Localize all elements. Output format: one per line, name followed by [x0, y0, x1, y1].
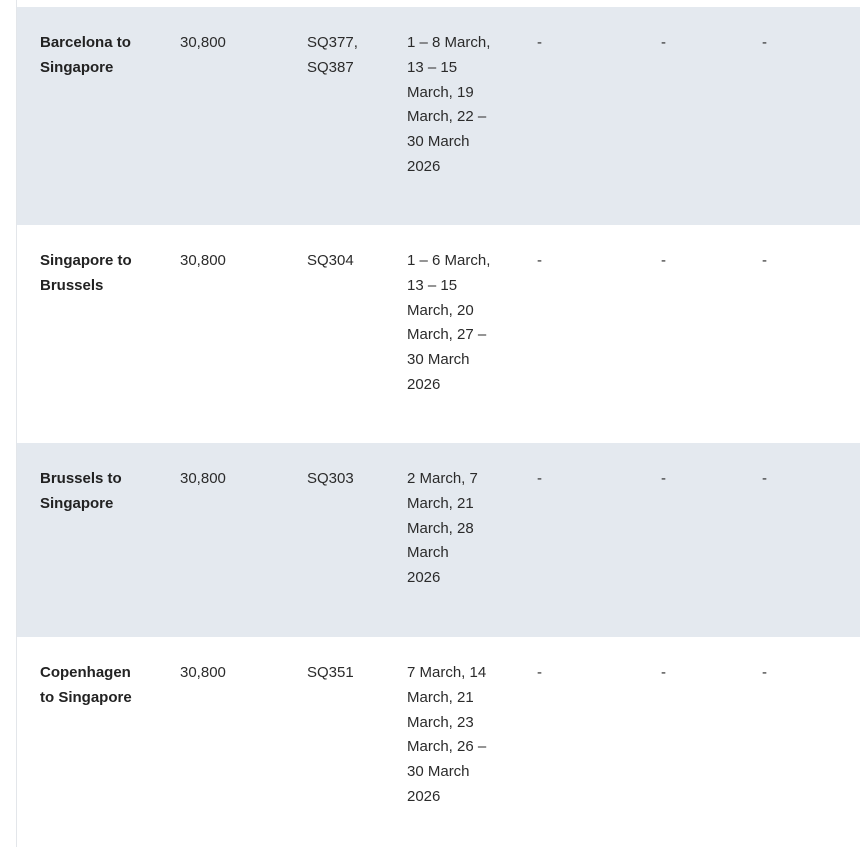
- empty-value-cell: -: [762, 664, 767, 681]
- travel-dates-cell: 1 – 6 March, 13 – 15 March, 20 March, 27 – 30 March 2026: [407, 252, 491, 393]
- empty-value-cell: -: [661, 34, 666, 51]
- empty-value-cell: -: [537, 664, 542, 681]
- empty-value-cell: -: [537, 470, 542, 487]
- miles-cell: 30,800: [180, 470, 226, 487]
- empty-value-cell: -: [661, 664, 666, 681]
- route-cell: Copenhagen to Singapore: [40, 664, 132, 706]
- table-left-margin: [0, 0, 17, 847]
- travel-dates-cell: 1 – 8 March, 13 – 15 March, 19 March, 22 – 30 March 2026: [407, 34, 491, 175]
- miles-cell: 30,800: [180, 34, 226, 51]
- empty-value-cell: -: [762, 34, 767, 51]
- table-row: [17, 225, 860, 443]
- travel-dates-cell: 7 March, 14 March, 21 March, 23 March, 26 – 30 March 2026: [407, 664, 487, 805]
- empty-value-cell: -: [661, 470, 666, 487]
- table-row: [17, 637, 860, 847]
- empty-value-cell: -: [661, 252, 666, 269]
- empty-value-cell: -: [762, 470, 767, 487]
- award-flights-table: [17, 7, 860, 847]
- flight-number-cell: SQ351: [307, 664, 354, 681]
- table-row: [17, 443, 860, 637]
- empty-value-cell: -: [537, 34, 542, 51]
- travel-dates-cell: 2 March, 7 March, 21 March, 28 March 2026: [407, 470, 478, 587]
- flight-number-cell: SQ304: [307, 252, 354, 269]
- empty-value-cell: -: [537, 252, 542, 269]
- route-cell: Brussels to Singapore: [40, 470, 122, 512]
- route-cell: Barcelona to Singapore: [40, 34, 131, 76]
- miles-cell: 30,800: [180, 252, 226, 269]
- miles-cell: 30,800: [180, 664, 226, 681]
- empty-value-cell: -: [762, 252, 767, 269]
- flight-number-cell: SQ303: [307, 470, 354, 487]
- route-cell: Singapore to Brussels: [40, 252, 132, 294]
- flight-number-cell: SQ377, SQ387: [307, 34, 358, 76]
- table-row: [17, 7, 860, 225]
